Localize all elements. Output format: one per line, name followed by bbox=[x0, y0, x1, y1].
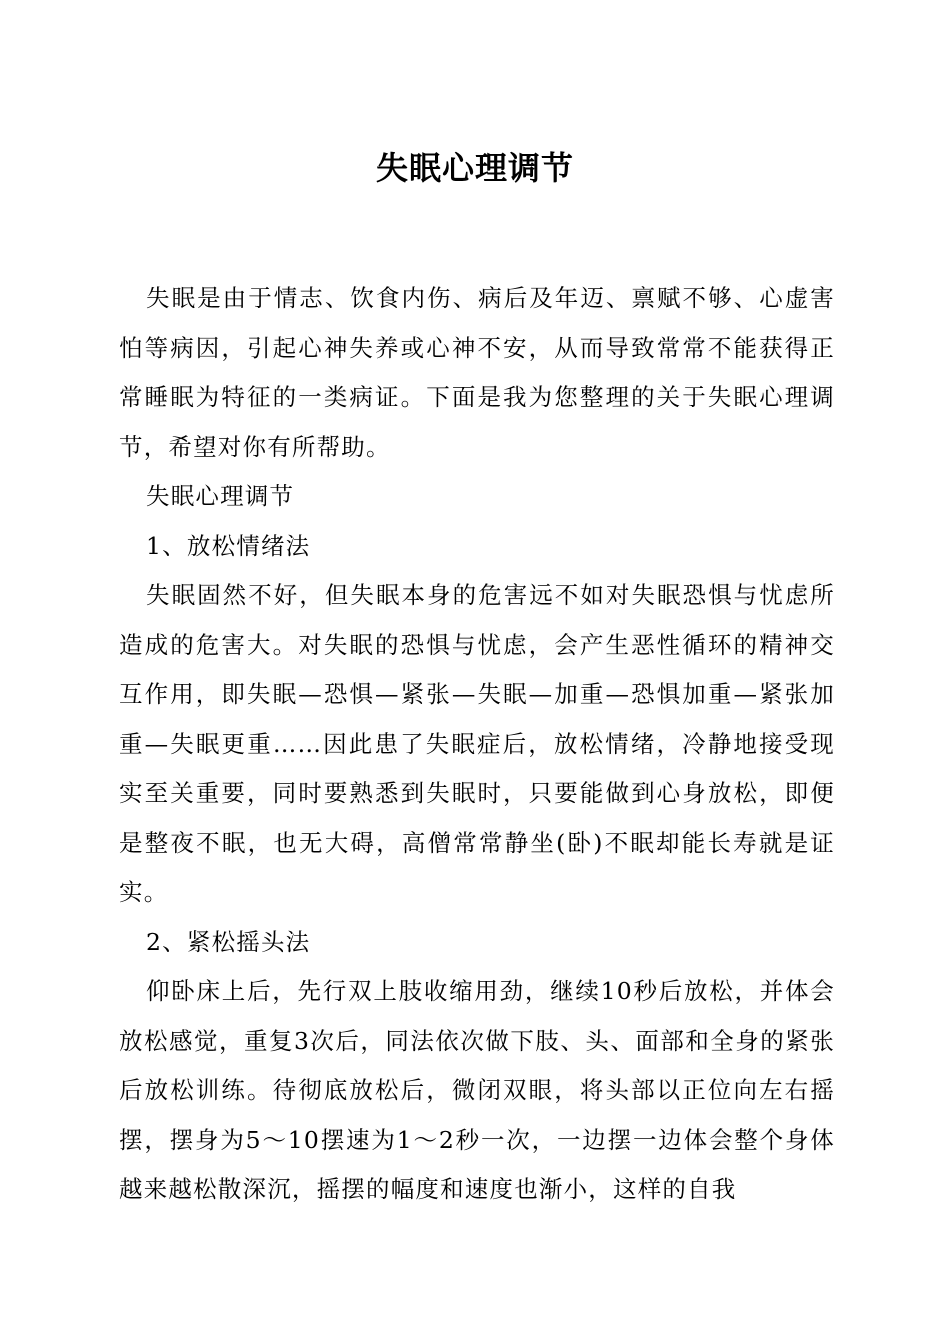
paragraph-relax-emotion: 失眠固然不好，但失眠本身的危害远不如对失眠恐惧与忧虑所造成的危害大。对失眠的恐惧与忧虑，会产生恶性循环的精神交互作用，即失眠—恐惧—紧张—失眠—加重—恐惧加重—紧张加重—失眠更重……因此患了失眠症后，放松情绪，冷静地接受现实至关重要，同时要熟悉到失眠时，只要能做到心身放松，即便是整夜不眠，也无大碍，高僧常常静坐(卧)不眠却能长寿就是证实。 bbox=[119, 581, 835, 906]
section-heading: 失眠心理调节 bbox=[146, 482, 295, 510]
subheading-relax-emotion: 1、放松情绪法 bbox=[146, 531, 311, 560]
document-title: 失眠心理调节 bbox=[375, 149, 574, 187]
paragraph-intro: 失眠是由于情志、饮食内伤、病后及年迈、禀赋不够、心虚害怕等病因，引起心神失养或心神不安，从而导致常常不能获得正常睡眠为特征的一类病证。下面是我为您整理的关于失眠心理调节，希望对你有所帮助。 bbox=[119, 284, 835, 461]
subheading-tense-relax-head-swing: 2、紧松摇头法 bbox=[146, 927, 311, 956]
paragraph-tense-relax-head-swing: 仰卧床上后，先行双上肢收缩用劲，继续10秒后放松，并体会放松感觉，重复3次后，同法依次做下肢、头、面部和全身的紧张后放松训练。待彻底放松后，微闭双眼，将头部以正位向左右摇摆，摆身为5～10摆速为1～2秒一次，一边摆一边体会整个身体越来越松散深沉，摇摆的幅度和速度也渐小，这样的自我 bbox=[119, 977, 835, 1203]
document-body bbox=[119, 274, 835, 1215]
